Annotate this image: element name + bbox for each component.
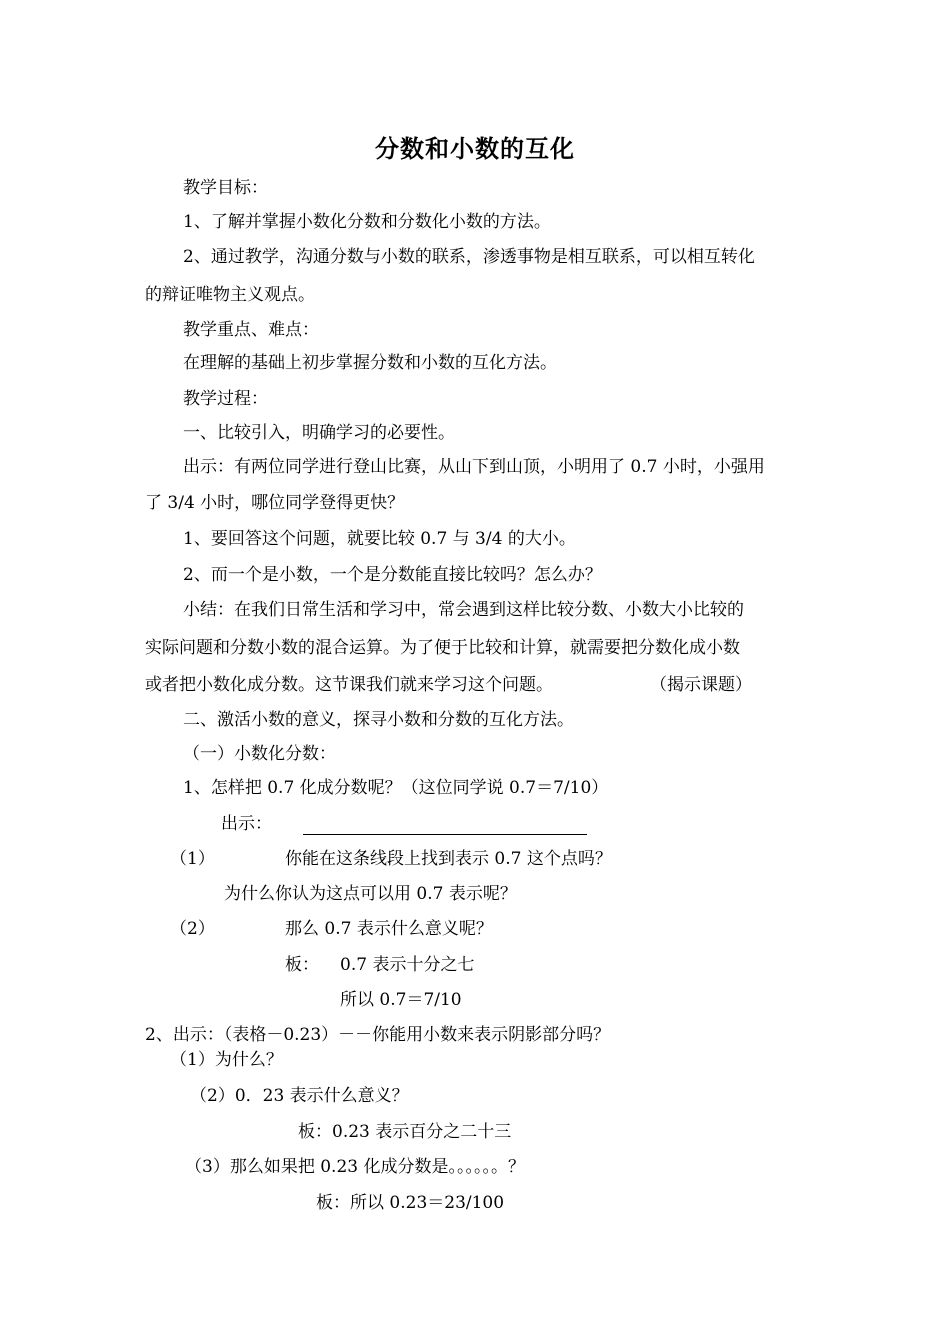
text-line: （一）小数化分数： xyxy=(183,744,336,764)
text-line: 板：0.23 表示百分之二十三 xyxy=(298,1122,512,1142)
text-line: 小结：在我们日常生活和学习中，常会遇到这样比较分数、小数大小比较的 xyxy=(183,600,744,620)
text-line: 出示： xyxy=(221,814,272,834)
text-line: 1、了解并掌握小数化分数和分数化小数的方法。 xyxy=(183,212,551,232)
text-line: 二、激活小数的意义，探寻小数和分数的互化方法。 xyxy=(183,710,574,730)
text-line: 在理解的基础上初步掌握分数和小数的互化方法。 xyxy=(183,353,557,373)
text-line: （1）为什么？ xyxy=(170,1050,283,1070)
text-line: 你能在这条线段上找到表示 0.7 这个点吗？ xyxy=(285,849,612,869)
text-line: 一、比较引入，明确学习的必要性。 xyxy=(183,423,455,443)
text-line: 教学重点、难点： xyxy=(183,320,319,340)
document-title: 分数和小数的互化 xyxy=(375,134,575,163)
text-line: （2） xyxy=(170,919,215,939)
text-line: （3）那么如果把 0.23 化成分数是。。。。。。？ xyxy=(185,1157,525,1177)
text-line: 那么 0.7 表示什么意义呢？ xyxy=(285,919,493,939)
text-line: 板：所以 0.23＝23/100 xyxy=(316,1193,505,1213)
text-line: 出示：有两位同学进行登山比赛，从山下到山顶，小明用了 0.7 小时，小强用 xyxy=(183,457,765,477)
text-line: 1、怎样把 0.7 化成分数呢？（这位同学说 0.7＝7/10） xyxy=(183,778,609,798)
text-line: 了 3/4 小时，哪位同学登得更快？ xyxy=(145,493,405,513)
number-line-segment xyxy=(303,834,587,835)
text-line: 的辩证唯物主义观点。 xyxy=(145,285,315,305)
text-line: 或者把小数化成分数。这节课我们就来学习这个问题。 xyxy=(145,675,553,695)
text-line: 教学目标： xyxy=(183,178,268,198)
text-line: （1） xyxy=(170,849,215,869)
text-line: （揭示课题） xyxy=(650,675,752,695)
text-line: 板： xyxy=(285,955,319,975)
text-line: 2、出示：（表格－0.23）－－你能用小数来表示阴影部分吗？ xyxy=(145,1025,611,1045)
text-line: 0.7 表示十分之七 xyxy=(340,955,475,975)
text-line: 所以 0.7＝7/10 xyxy=(340,990,462,1010)
text-line: 2、通过教学，沟通分数与小数的联系，渗透事物是相互联系，可以相互转化 xyxy=(183,247,755,267)
text-line: 实际问题和分数小数的混合运算。为了便于比较和计算，就需要把分数化成小数 xyxy=(145,638,740,658)
text-line: 2、而一个是小数，一个是分数能直接比较吗？怎么办？ xyxy=(183,565,602,585)
text-line: （2）0．23 表示什么意义？ xyxy=(190,1086,409,1106)
text-line: 1、要回答这个问题，就要比较 0.7 与 3/4 的大小。 xyxy=(183,529,576,549)
text-line: 教学过程： xyxy=(183,389,268,409)
text-line: 为什么你认为这点可以用 0.7 表示呢？ xyxy=(224,884,517,904)
